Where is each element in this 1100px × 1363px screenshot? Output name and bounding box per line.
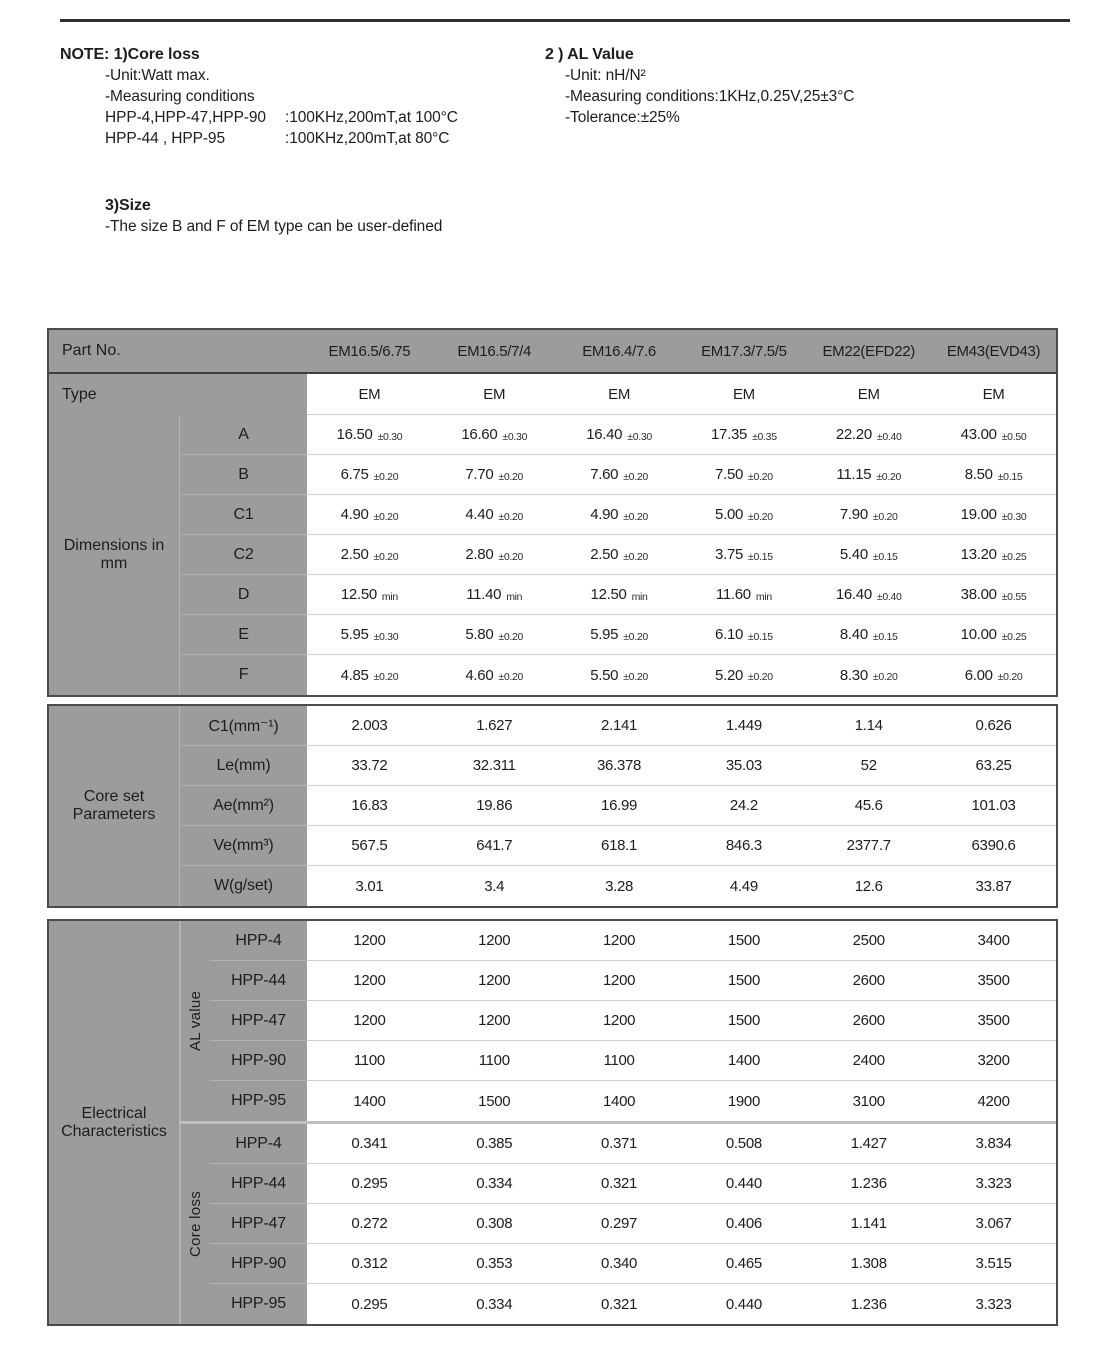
param-value: 618.1 bbox=[557, 826, 682, 866]
core-loss-value: 0.340 bbox=[557, 1244, 682, 1284]
param-value: 16.83 bbox=[307, 786, 432, 826]
note-cond-left: HPP-4,HPP-47,HPP-90 bbox=[105, 109, 266, 126]
al-value: 1400 bbox=[353, 1092, 386, 1110]
table-row bbox=[180, 706, 1056, 746]
note-line: -Unit:Watt max. bbox=[105, 67, 210, 84]
dim-value: 10.00 ±0.25 bbox=[931, 615, 1056, 655]
core-loss-value: 0.385 bbox=[432, 1124, 557, 1164]
core-loss-value: 1.308 bbox=[806, 1244, 931, 1284]
al-value: 1100 bbox=[557, 1041, 682, 1081]
type-row bbox=[49, 374, 1056, 415]
dim-value: 22.20 ±0.40 bbox=[806, 415, 931, 455]
column-header: EM16.4/7.6 bbox=[582, 342, 656, 360]
param-value: 36.378 bbox=[557, 746, 682, 786]
dim-value: 8.30 ±0.20 bbox=[839, 666, 898, 684]
note-line: -Measuring conditions bbox=[105, 88, 255, 105]
note-core-loss-title: NOTE: 1)Core loss bbox=[60, 46, 200, 63]
param-value: 35.03 bbox=[681, 746, 806, 786]
dim-value: 7.90 ±0.20 bbox=[806, 495, 931, 535]
dim-value: 12.50 min bbox=[557, 575, 682, 615]
param-value: 19.86 bbox=[432, 786, 557, 826]
core-loss-value: 0.308 bbox=[432, 1204, 557, 1244]
core-loss-value: 0.353 bbox=[432, 1244, 557, 1284]
core-loss-value: 0.508 bbox=[681, 1124, 806, 1164]
param-label: C1(mm⁻¹) bbox=[180, 706, 307, 746]
core-loss-value: 0.334 bbox=[476, 1295, 513, 1313]
material-label: HPP-44 bbox=[210, 961, 307, 1001]
al-value: 1500 bbox=[478, 1092, 511, 1110]
param-value: 2.141 bbox=[557, 706, 682, 746]
param-value: 45.6 bbox=[806, 786, 931, 826]
dim-value: 4.90 ±0.20 bbox=[557, 495, 682, 535]
param-value: 1.14 bbox=[806, 706, 931, 746]
table-row bbox=[180, 415, 1056, 455]
core-loss-value: 1.427 bbox=[806, 1124, 931, 1164]
dim-label: C1 bbox=[180, 495, 307, 535]
core-loss-value: 0.272 bbox=[307, 1204, 432, 1244]
dim-value: 43.00 ±0.50 bbox=[931, 415, 1056, 455]
al-value: 1100 bbox=[307, 1041, 432, 1081]
column-header: EM16.5/7/4 bbox=[457, 342, 532, 360]
core-loss-value: 0.341 bbox=[307, 1124, 432, 1164]
al-value: 3500 bbox=[931, 1001, 1056, 1041]
type-value: EM bbox=[432, 374, 557, 415]
note-cond-right: :100KHz,200mT,at 80°C bbox=[285, 130, 450, 147]
core-loss-value: 0.321 bbox=[557, 1164, 682, 1204]
param-value: 24.2 bbox=[681, 786, 806, 826]
al-value: 1500 bbox=[681, 921, 806, 961]
dim-value: 3.75 ±0.15 bbox=[681, 535, 806, 575]
table-row bbox=[180, 455, 1056, 495]
core-loss-value: 0.440 bbox=[725, 1295, 762, 1313]
dimensions-section bbox=[49, 415, 1056, 695]
dim-value: 11.15 ±0.20 bbox=[806, 455, 931, 495]
table-row bbox=[180, 535, 1056, 575]
note-cond-left: HPP-44 , HPP-95 bbox=[105, 130, 225, 147]
material-label: HPP-95 bbox=[210, 1284, 307, 1324]
core-loss-value: 3.834 bbox=[931, 1124, 1056, 1164]
note-al-value bbox=[545, 44, 854, 128]
note-line: -Tolerance:±25% bbox=[565, 109, 680, 126]
table-row bbox=[210, 1244, 1056, 1284]
dimensions-group-label: Dimensions in mm bbox=[49, 415, 180, 695]
dim-value: 6.00 ±0.20 bbox=[964, 666, 1023, 684]
table-row bbox=[180, 495, 1056, 535]
al-value: 1200 bbox=[307, 961, 432, 1001]
core-loss-value: 0.295 bbox=[307, 1164, 432, 1204]
core-loss-value: 1.236 bbox=[850, 1295, 887, 1313]
dim-value: 5.20 ±0.20 bbox=[715, 666, 773, 684]
al-value: 3100 bbox=[852, 1092, 885, 1110]
core-loss-value: 0.297 bbox=[557, 1204, 682, 1244]
al-value-label: AL value bbox=[180, 921, 210, 1121]
dim-value: 19.00 ±0.30 bbox=[931, 495, 1056, 535]
core-loss-value: 3.067 bbox=[931, 1204, 1056, 1244]
type-label: Type bbox=[49, 374, 307, 415]
dim-value: 13.20 ±0.25 bbox=[931, 535, 1056, 575]
material-label: HPP-44 bbox=[210, 1164, 307, 1204]
top-divider bbox=[60, 19, 1070, 22]
param-value: 641.7 bbox=[432, 826, 557, 866]
param-value: 567.5 bbox=[307, 826, 432, 866]
part-no-header-row bbox=[49, 330, 1056, 374]
note-line: -Measuring conditions:1KHz,0.25V,25±3°C bbox=[565, 88, 855, 105]
note-al-value-title: 2 ) AL Value bbox=[545, 46, 634, 63]
table-row bbox=[210, 921, 1056, 961]
al-value: 2400 bbox=[806, 1041, 931, 1081]
dim-value: 4.85 ±0.20 bbox=[340, 666, 399, 684]
column-header: EM43(EVD43) bbox=[946, 342, 1041, 360]
al-value: 1500 bbox=[681, 1001, 806, 1041]
al-value: 2600 bbox=[806, 1001, 931, 1041]
core-loss-value: 1.141 bbox=[806, 1204, 931, 1244]
param-value: 1.449 bbox=[681, 706, 806, 746]
type-value: EM bbox=[307, 374, 432, 415]
dim-value: 12.50 min bbox=[307, 575, 432, 615]
dim-value: 2.80 ±0.20 bbox=[432, 535, 557, 575]
param-label: W(g/set) bbox=[180, 866, 307, 906]
type-value: EM bbox=[681, 374, 806, 415]
dim-value: 16.40 ±0.40 bbox=[806, 575, 931, 615]
dim-value: 6.75 ±0.20 bbox=[307, 455, 432, 495]
core-loss-value: 0.371 bbox=[557, 1124, 682, 1164]
param-value: 32.311 bbox=[432, 746, 557, 786]
table-row bbox=[180, 746, 1056, 786]
param-value: 4.49 bbox=[729, 877, 758, 895]
core-loss-value: 0.334 bbox=[432, 1164, 557, 1204]
table-row bbox=[180, 786, 1056, 826]
dim-label: F bbox=[180, 655, 307, 695]
dim-value: 6.10 ±0.15 bbox=[681, 615, 806, 655]
dim-value: 5.00 ±0.20 bbox=[681, 495, 806, 535]
dim-value: 7.70 ±0.20 bbox=[432, 455, 557, 495]
core-loss-value: 0.465 bbox=[681, 1244, 806, 1284]
param-label: Le(mm) bbox=[180, 746, 307, 786]
al-value: 3500 bbox=[931, 961, 1056, 1001]
dim-value: 11.40 min bbox=[432, 575, 557, 615]
dim-value: 2.50 ±0.20 bbox=[307, 535, 432, 575]
al-value: 1200 bbox=[307, 1001, 432, 1041]
al-value: 1200 bbox=[557, 1001, 682, 1041]
column-header: EM16.5/6.75 bbox=[328, 342, 411, 360]
param-label: Ae(mm²) bbox=[180, 786, 307, 826]
type-value: EM bbox=[557, 374, 682, 415]
dim-value: 8.40 ±0.15 bbox=[806, 615, 931, 655]
dim-label: A bbox=[180, 415, 307, 455]
core-loss-value: 0.312 bbox=[307, 1244, 432, 1284]
table-row bbox=[180, 615, 1056, 655]
al-value: 1200 bbox=[557, 921, 682, 961]
param-value: 2.003 bbox=[307, 706, 432, 746]
table-row bbox=[210, 1284, 1056, 1324]
core-loss-value: 0.295 bbox=[351, 1295, 388, 1313]
dim-value: 5.50 ±0.20 bbox=[590, 666, 648, 684]
material-label: HPP-47 bbox=[210, 1204, 307, 1244]
param-value: 12.6 bbox=[854, 877, 883, 895]
material-label: HPP-90 bbox=[210, 1244, 307, 1284]
al-value: 2600 bbox=[806, 961, 931, 1001]
param-value: 2377.7 bbox=[806, 826, 931, 866]
core-set-block bbox=[47, 704, 1058, 908]
table-row bbox=[180, 575, 1056, 615]
param-label: Ve(mm³) bbox=[180, 826, 307, 866]
core-loss-value: 0.406 bbox=[681, 1204, 806, 1244]
table-row bbox=[180, 866, 1056, 906]
dim-value: 11.60 min bbox=[681, 575, 806, 615]
al-value: 1500 bbox=[681, 961, 806, 1001]
al-value: 1100 bbox=[432, 1041, 557, 1081]
spec-table bbox=[47, 328, 1058, 1326]
dim-label: B bbox=[180, 455, 307, 495]
table-row bbox=[210, 1001, 1056, 1041]
dim-value: 4.60 ±0.20 bbox=[465, 666, 524, 684]
param-value: 16.99 bbox=[557, 786, 682, 826]
note-line: -The size B and F of EM type can be user-defined bbox=[105, 218, 443, 235]
core-loss-value: 1.236 bbox=[806, 1164, 931, 1204]
table-row bbox=[210, 1204, 1056, 1244]
table-row bbox=[210, 1164, 1056, 1204]
table-row bbox=[210, 961, 1056, 1001]
core-loss-label: Core loss bbox=[180, 1124, 210, 1324]
al-value-section bbox=[180, 921, 1056, 1121]
material-label: HPP-90 bbox=[210, 1041, 307, 1081]
dim-value: 38.00 ±0.55 bbox=[931, 575, 1056, 615]
al-value: 4200 bbox=[977, 1092, 1010, 1110]
dim-value: 5.95 ±0.30 bbox=[307, 615, 432, 655]
al-value: 1400 bbox=[602, 1092, 636, 1110]
core-loss-value: 0.321 bbox=[601, 1295, 638, 1313]
note-cond-right: :100KHz,200mT,at 100°C bbox=[285, 109, 458, 126]
type-value: EM bbox=[806, 374, 931, 415]
al-value: 1200 bbox=[557, 961, 682, 1001]
note-size-title: 3)Size bbox=[105, 197, 151, 214]
dim-value: 16.50 ±0.30 bbox=[307, 415, 432, 455]
dim-value: 17.35 ±0.35 bbox=[681, 415, 806, 455]
core-set-group-label: Core set Parameters bbox=[49, 706, 180, 906]
core-loss-value: 3.515 bbox=[931, 1244, 1056, 1284]
core-loss-section bbox=[180, 1121, 1056, 1324]
dim-value: 8.50 ±0.15 bbox=[931, 455, 1056, 495]
param-value: 63.25 bbox=[931, 746, 1056, 786]
table-row bbox=[180, 655, 1056, 695]
al-value: 1200 bbox=[432, 961, 557, 1001]
param-value: 3.4 bbox=[484, 877, 505, 895]
column-header: EM17.3/7.5/5 bbox=[701, 342, 787, 360]
dim-value: 16.40 ±0.30 bbox=[557, 415, 682, 455]
param-value: 1.627 bbox=[432, 706, 557, 746]
dim-label: D bbox=[180, 575, 307, 615]
dim-value: 5.40 ±0.15 bbox=[806, 535, 931, 575]
param-value: 52 bbox=[806, 746, 931, 786]
table-row bbox=[210, 1081, 1056, 1121]
material-label: HPP-47 bbox=[210, 1001, 307, 1041]
param-value: 101.03 bbox=[931, 786, 1056, 826]
dim-value: 16.60 ±0.30 bbox=[432, 415, 557, 455]
al-value: 1200 bbox=[432, 1001, 557, 1041]
table-row bbox=[210, 1041, 1056, 1081]
material-label: HPP-4 bbox=[210, 1124, 307, 1164]
dim-value: 7.60 ±0.20 bbox=[557, 455, 682, 495]
note-core-loss bbox=[60, 44, 458, 149]
al-value: 1200 bbox=[432, 921, 557, 961]
dim-value: 4.90 ±0.20 bbox=[307, 495, 432, 535]
param-value: 33.72 bbox=[307, 746, 432, 786]
table-row bbox=[210, 1124, 1056, 1164]
note-line: -Unit: nH/N² bbox=[565, 67, 646, 84]
dimensions-block bbox=[47, 328, 1058, 697]
al-value: 3200 bbox=[931, 1041, 1056, 1081]
core-loss-value: 0.440 bbox=[681, 1164, 806, 1204]
param-value: 0.626 bbox=[931, 706, 1056, 746]
dim-label: C2 bbox=[180, 535, 307, 575]
al-value: 1900 bbox=[727, 1092, 760, 1110]
dim-value: 5.80 ±0.20 bbox=[432, 615, 557, 655]
al-value: 2500 bbox=[806, 921, 931, 961]
param-value: 3.01 bbox=[355, 877, 384, 895]
electrical-group-label: Electrical Characteristics bbox=[49, 921, 180, 1324]
param-value: 6390.6 bbox=[931, 826, 1056, 866]
dim-value: 5.95 ±0.20 bbox=[557, 615, 682, 655]
part-no-label: Part No. bbox=[62, 342, 121, 359]
table-row bbox=[180, 826, 1056, 866]
note-size bbox=[105, 195, 442, 237]
param-value: 846.3 bbox=[681, 826, 806, 866]
param-value: 33.87 bbox=[975, 877, 1012, 895]
core-loss-value: 3.323 bbox=[975, 1295, 1012, 1313]
al-value: 1400 bbox=[681, 1041, 806, 1081]
electrical-block bbox=[47, 919, 1058, 1326]
type-value: EM bbox=[931, 374, 1056, 415]
al-value: 3400 bbox=[931, 921, 1056, 961]
core-loss-value: 3.323 bbox=[931, 1164, 1056, 1204]
param-value: 3.28 bbox=[605, 877, 634, 895]
dim-value: 2.50 ±0.20 bbox=[557, 535, 682, 575]
column-header: EM22(EFD22) bbox=[822, 342, 915, 360]
dim-label: E bbox=[180, 615, 307, 655]
material-label: HPP-95 bbox=[210, 1081, 307, 1121]
material-label: HPP-4 bbox=[210, 921, 307, 961]
dim-value: 7.50 ±0.20 bbox=[681, 455, 806, 495]
dim-value: 4.40 ±0.20 bbox=[432, 495, 557, 535]
al-value: 1200 bbox=[307, 921, 432, 961]
